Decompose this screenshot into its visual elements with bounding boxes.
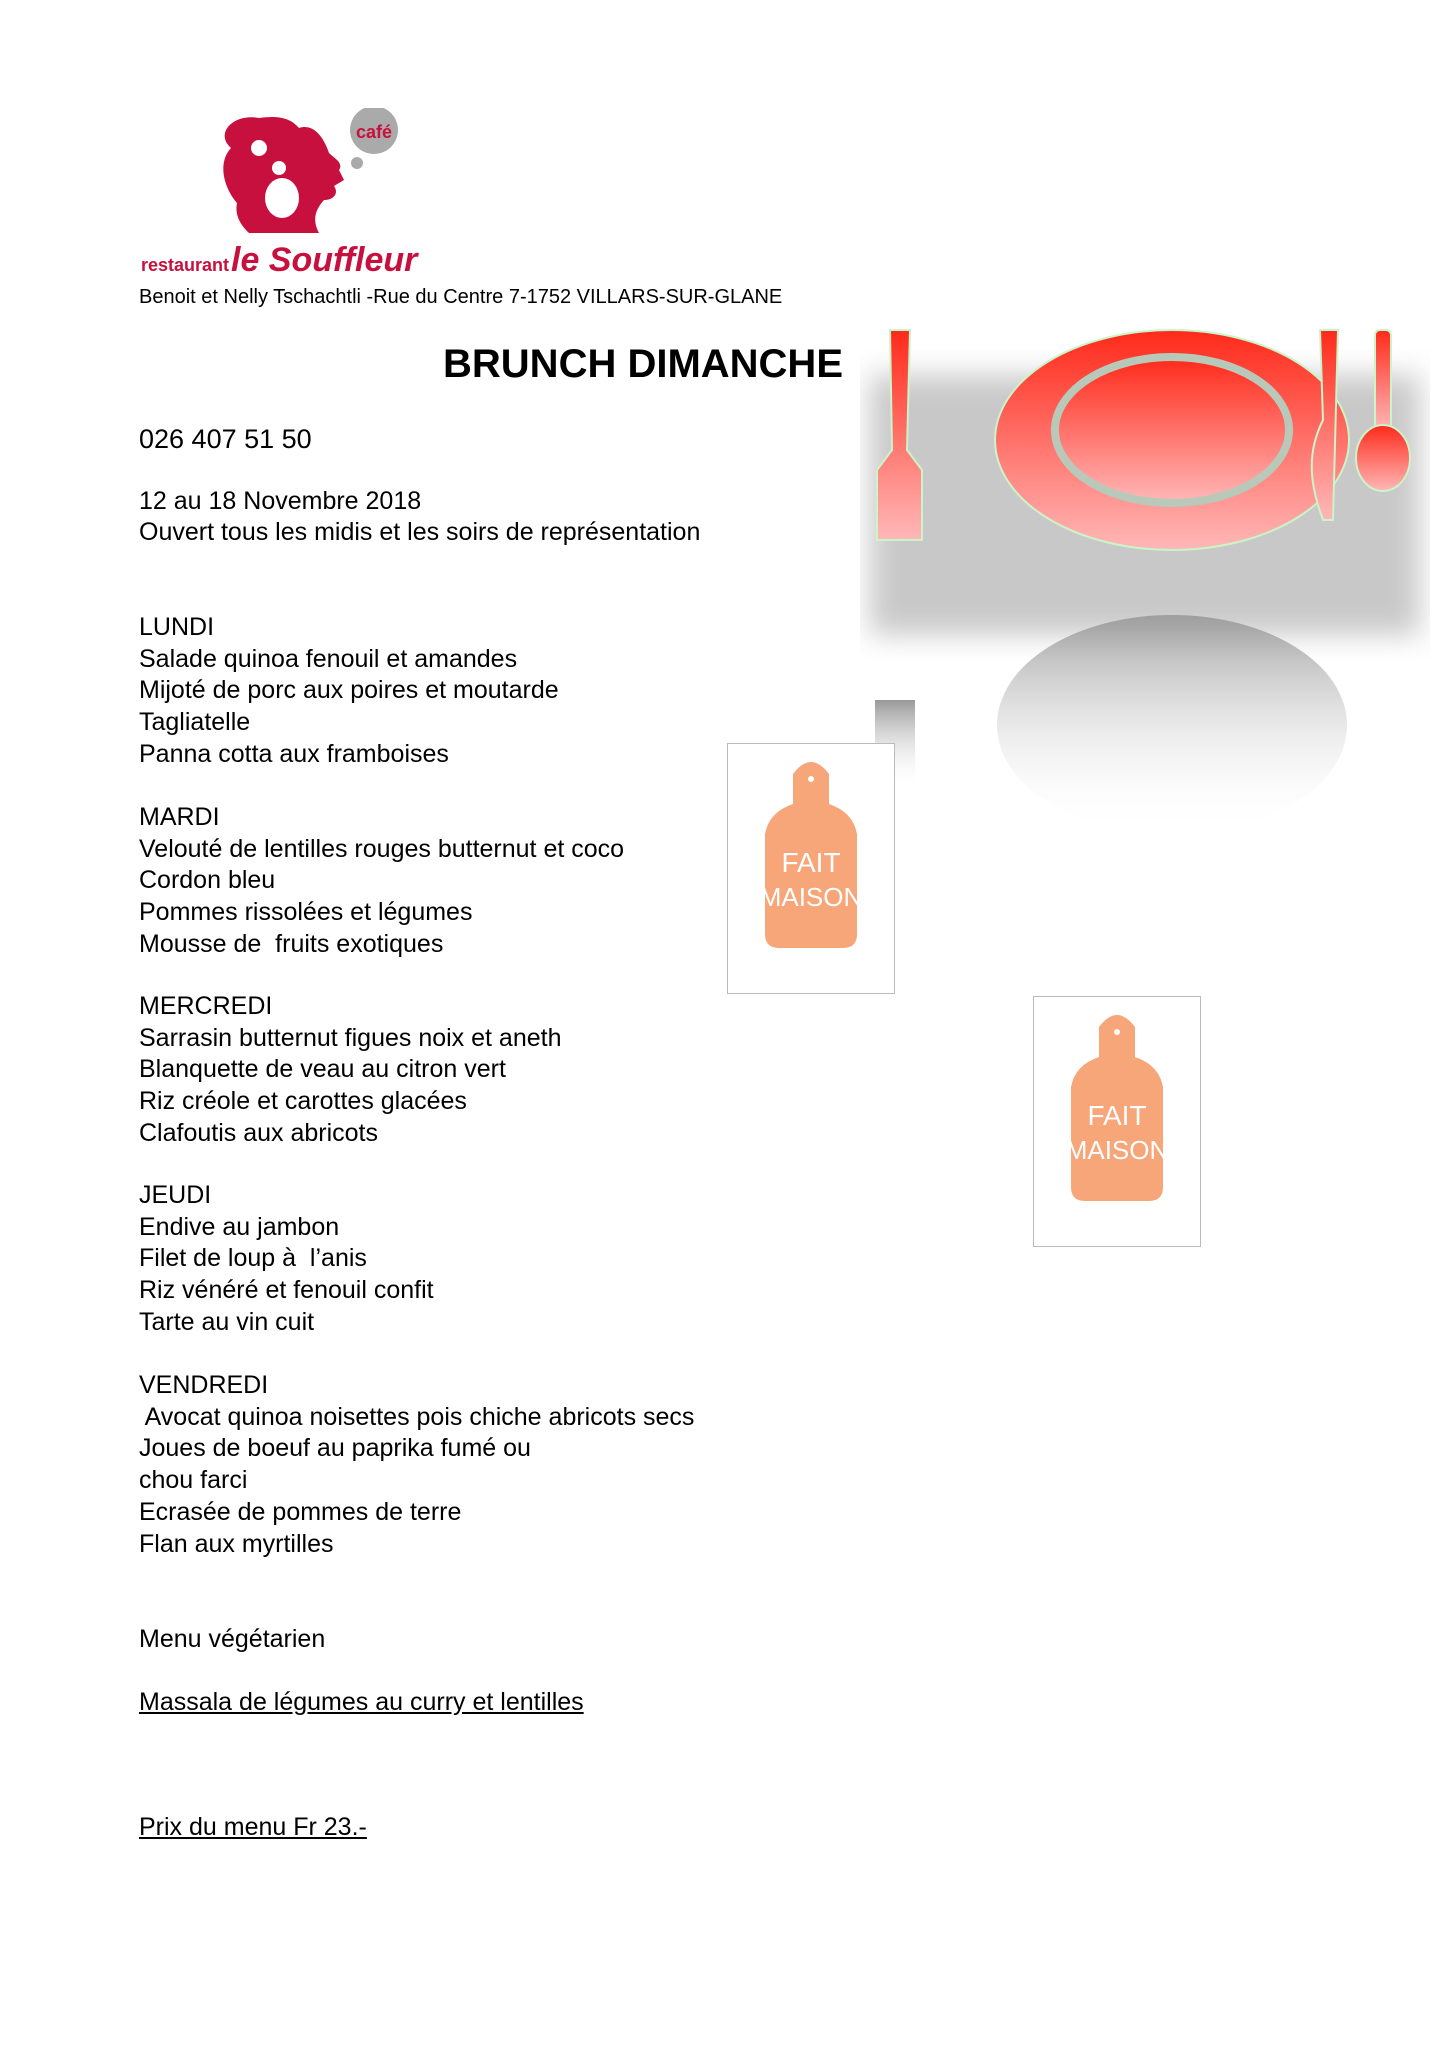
dates: 12 au 18 Novembre 2018 bbox=[139, 487, 422, 515]
table-setting-illustration bbox=[860, 315, 1430, 835]
svg-text:le Souffleur: le Souffleur bbox=[231, 241, 418, 278]
phone: 026 407 51 50 bbox=[139, 424, 312, 454]
menu-item: Filet de loup à l’anis bbox=[139, 1244, 367, 1273]
menu-item: chou farci bbox=[139, 1466, 248, 1495]
cutting-board-icon bbox=[728, 744, 894, 993]
svg-text:FAIT: FAIT bbox=[1087, 1100, 1147, 1131]
menu-item: Endive au jambon bbox=[139, 1212, 340, 1241]
menu-item: Riz créole et carottes glacées bbox=[139, 1087, 467, 1116]
menu-price: Prix du menu Fr 23.- bbox=[139, 1813, 367, 1841]
cutting-board-icon bbox=[1034, 997, 1200, 1246]
menu-item: Blanquette de veau au citron vert bbox=[139, 1055, 506, 1084]
menu-item: Joues de boeuf au paprika fumé ou bbox=[139, 1434, 531, 1463]
menu-item: Tagliatelle bbox=[139, 708, 251, 737]
vegetarian-dish: Massala de légumes au curry et lentilles bbox=[139, 1688, 584, 1716]
page-title: BRUNCH DIMANCHE bbox=[443, 342, 843, 386]
logo-head-icon bbox=[139, 108, 469, 278]
menu-item: Sarrasin butternut figues noix et aneth bbox=[139, 1023, 562, 1052]
day-heading: VENDREDI bbox=[139, 1371, 269, 1399]
vegetarian-label: Menu végétarien bbox=[139, 1625, 326, 1653]
menu-item: Ecrasée de pommes de terre bbox=[139, 1497, 462, 1526]
address: Benoit et Nelly Tschachtli -Rue du Centre 7-1752 VILLARS-SUR-GLANE bbox=[139, 286, 783, 308]
day-section bbox=[139, 612, 559, 771]
day-section bbox=[139, 991, 562, 1150]
menu-item: Flan aux myrtilles bbox=[139, 1529, 334, 1558]
day-section bbox=[139, 1180, 434, 1339]
day-heading: JEUDI bbox=[139, 1181, 212, 1209]
menu-item: Panna cotta aux framboises bbox=[139, 739, 449, 768]
day-heading: MARDI bbox=[139, 803, 220, 831]
fait-maison-badge bbox=[727, 743, 895, 994]
menu-item: Mijoté de porc aux poires et moutarde bbox=[139, 676, 559, 705]
fait-maison-badge bbox=[1033, 996, 1201, 1247]
svg-text:restaurant: restaurant bbox=[141, 255, 230, 275]
day-heading: MERCREDI bbox=[139, 992, 273, 1020]
menu-item: Clafoutis aux abricots bbox=[139, 1118, 379, 1147]
opening-hours: Ouvert tous les midis et les soirs de représentation bbox=[139, 518, 701, 546]
restaurant-logo bbox=[139, 108, 469, 278]
svg-text:MAISON: MAISON bbox=[1065, 1135, 1169, 1165]
day-heading: LUNDI bbox=[139, 613, 215, 641]
menu-item: Mousse de fruits exotiques bbox=[139, 929, 444, 958]
plate-icon bbox=[995, 330, 1349, 550]
menu-item: Riz vénéré et fenouil confit bbox=[139, 1276, 434, 1305]
svg-text:MAISON: MAISON bbox=[759, 882, 863, 912]
menu-item: Velouté de lentilles rouges butternut et coco bbox=[139, 834, 625, 863]
svg-text:FAIT: FAIT bbox=[781, 847, 841, 878]
day-section bbox=[139, 802, 624, 961]
menu-item: Cordon bleu bbox=[139, 866, 276, 895]
menu-item: Pommes rissolées et légumes bbox=[139, 898, 473, 927]
menu-item: Salade quinoa fenouil et amandes bbox=[139, 644, 518, 673]
day-section bbox=[139, 1370, 694, 1560]
menu-item: Tarte au vin cuit bbox=[139, 1307, 315, 1336]
menu-item: Avocat quinoa noisettes pois chiche abricots secs bbox=[139, 1402, 695, 1431]
svg-text:café: café bbox=[355, 122, 393, 142]
